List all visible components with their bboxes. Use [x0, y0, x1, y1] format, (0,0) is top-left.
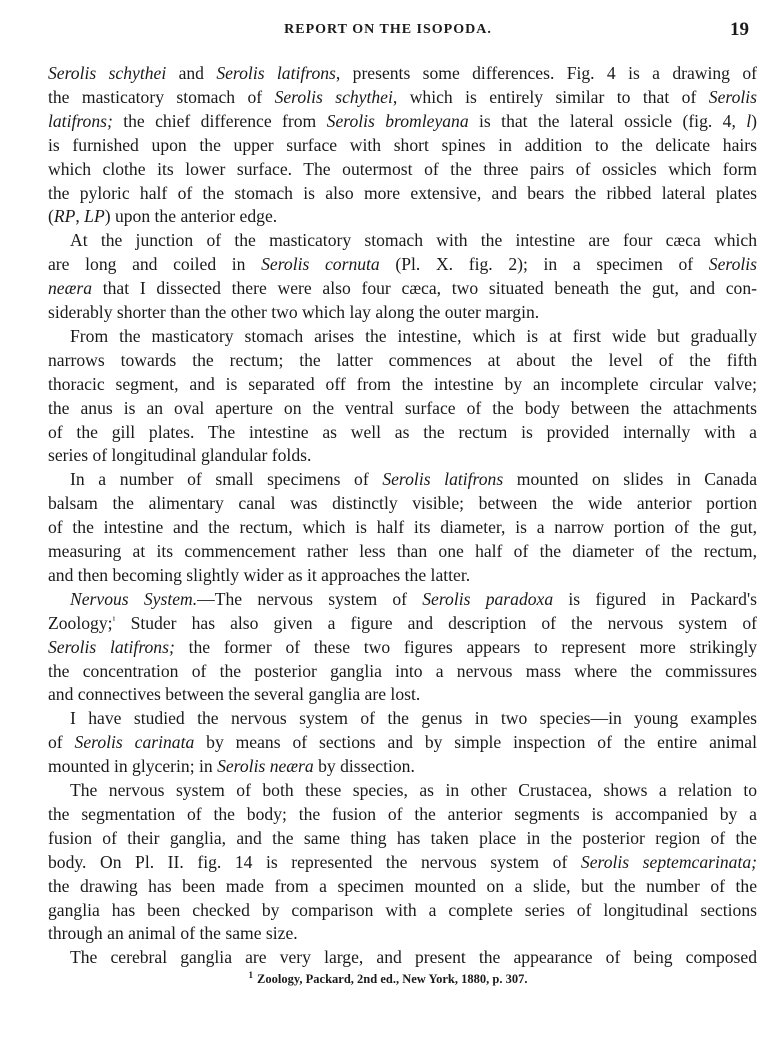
text-run: measuring at its commencement rather less than one half of the diameter of the rectum, — [48, 541, 757, 561]
text-line — [48, 301, 757, 323]
text-run: , — [75, 206, 85, 227]
italic-text: Serolis carinata — [74, 732, 195, 753]
text-line — [48, 803, 757, 825]
text-line — [48, 492, 757, 514]
italic-text: l — [746, 110, 752, 131]
footnote — [0, 970, 776, 987]
text-run: series of longitudinal glandular folds. — [48, 445, 312, 466]
text-run: by means of sections and by simple inspection of the entire animal — [194, 732, 757, 753]
text-line — [48, 277, 757, 299]
text-line — [70, 946, 757, 968]
italic-text: latifrons; — [48, 110, 113, 131]
text-run: thoracic segment, and is separated off from the intestine by an incomplete circular valve; — [48, 373, 757, 394]
italic-text: Serolis — [708, 254, 757, 275]
footnote-text: Zoology, Packard, 2nd ed., New York, 1880, p. 307. — [257, 972, 528, 986]
text-line — [70, 588, 757, 610]
text-run: The nervous system of both these species, as in other Crustacea, shows a relation to — [70, 780, 757, 800]
text-line — [48, 540, 757, 562]
text-line — [48, 922, 757, 944]
text-run: At the junction of the masticatory stomach with the intestine are four cæca which — [70, 230, 757, 251]
text-run: that I dissected there were also four cæca, two situated beneath the gut, and con- — [91, 278, 757, 299]
text-line — [48, 636, 757, 658]
text-run: In a number of small specimens of — [70, 469, 383, 490]
text-run: body. On Pl. II. fig. 14 is represented the nervous system of — [48, 851, 581, 872]
text-run: is that the lateral ossicle (fig. 4, — [468, 110, 747, 131]
text-run: ( — [48, 206, 54, 227]
text-run: The cerebral ganglia are very large, and present the appearance of being composed — [70, 947, 757, 968]
text-run: fusion of their ganglia, and the same thing has taken place in the posterior region of the — [48, 827, 757, 848]
text-line — [48, 731, 757, 753]
text-run: siderably shorter than the other two which lay along the outer margin. — [48, 302, 540, 322]
text-run: ganglia has been checked by comparison with a complete series of longitudinal sections — [48, 899, 757, 920]
text-line — [48, 373, 757, 395]
italic-text: Serolis — [708, 86, 757, 107]
text-run: , presents some differences. Fig. 4 is a drawing of — [335, 63, 757, 83]
text-line — [48, 660, 757, 682]
text-run: mounted on slides in Canada — [503, 469, 757, 490]
text-run: and — [166, 63, 217, 83]
text-run: , which is entirely similar to that of — [392, 86, 709, 107]
italic-text: Serolis paradoxa — [422, 588, 554, 609]
text-run: are long and coiled in — [48, 254, 262, 275]
page-number: 19 — [730, 19, 749, 40]
text-line — [48, 444, 757, 466]
italic-text: Serolis latifrons — [216, 63, 336, 83]
text-line — [48, 134, 757, 156]
text-line — [48, 86, 757, 108]
text-line — [48, 397, 757, 419]
text-line — [70, 325, 757, 347]
text-line — [70, 468, 757, 490]
text-run: (Pl. X. fig. 2); in a specimen of — [379, 254, 709, 275]
text-run: the segmentation of the body; the fusion of the anterior segments is accompanied by a — [48, 803, 757, 824]
text-run: the pyloric half of the stomach is also more extensive, and bears the ribbed lateral plates — [48, 182, 757, 203]
text-run: mounted in glycerin; in — [48, 756, 218, 777]
text-run: is furnished upon the upper surface with short spines in addition to the delicate hairs — [48, 134, 757, 155]
text-run: and connectives between the several ganglia are lost. — [48, 684, 421, 705]
italic-text: Serolis latifrons; — [48, 636, 175, 657]
text-run: ) upon the anterior edge. — [104, 206, 278, 227]
text-line — [48, 612, 757, 634]
text-line — [70, 707, 757, 729]
text-line — [48, 205, 757, 227]
italic-text: LP — [84, 206, 105, 227]
italic-text: Nervous System. — [70, 588, 198, 609]
text-run: Zoology; — [48, 612, 113, 633]
text-run: is figured in Packard's — [553, 588, 757, 609]
text-run: which clothe its lower surface. The outermost of the three pairs of ossicles which form — [48, 158, 757, 179]
italic-text: Serolis schythei — [274, 86, 393, 107]
text-line — [48, 827, 757, 849]
text-line — [48, 564, 757, 586]
text-run: Studer has also given a figure and description of the nervous system of — [115, 612, 757, 633]
text-line — [48, 349, 757, 371]
text-run: of the gill plates. The intestine as well as the rectum is provided internally with a — [48, 421, 757, 442]
text-line — [48, 899, 757, 921]
text-run: of the intestine and the rectum, which is half its diameter, is a narrow portion of the gut, — [48, 517, 757, 538]
text-line — [48, 851, 757, 873]
text-run: From the masticatory stomach arises the intestine, which is at first wide but gradually — [70, 325, 757, 346]
text-run: the concentration of the posterior ganglia into a nervous mass where the commissures — [48, 660, 757, 681]
italic-text: Serolis cornuta — [261, 254, 380, 275]
italic-text: RP — [53, 206, 76, 227]
text-line — [48, 62, 757, 84]
text-run: narrows towards the rectum; the latter commences at about the level of the fifth — [48, 349, 757, 370]
italic-text: Serolis septemcarinata; — [580, 851, 757, 872]
text-line — [48, 516, 757, 538]
running-header: REPORT ON THE ISOPODA. — [284, 22, 492, 37]
text-line — [48, 158, 757, 180]
text-run: by dissection. — [313, 756, 415, 777]
text-run: of — [48, 732, 75, 753]
text-run: the chief difference from — [112, 110, 327, 131]
text-line — [70, 779, 757, 801]
text-run: balsam the alimentary canal was distinctly visible; between the wide anterior portion — [48, 493, 757, 514]
footnote-ref: ¹ — [112, 614, 116, 626]
text-run: I have studied the nervous system of the genus in two species—in young examples — [70, 708, 757, 729]
italic-text: Serolis neæra — [217, 756, 314, 777]
text-run: ) — [751, 110, 757, 131]
italic-text: neæra — [48, 278, 92, 299]
text-run: —The nervous system of — [197, 588, 423, 609]
text-line — [48, 683, 757, 705]
italic-text: Serolis latifrons — [382, 469, 504, 490]
italic-text: Serolis schythei — [48, 63, 167, 83]
text-run: through an animal of the same size. — [48, 923, 298, 944]
text-line — [48, 253, 757, 275]
text-line — [70, 229, 757, 251]
text-line — [48, 875, 757, 897]
text-run: the former of these two figures appears to represent more strikingly — [174, 636, 757, 657]
text-run: the anus is an oval aperture on the ventral surface of the body between the attachments — [48, 397, 757, 418]
text-line — [48, 755, 757, 777]
text-run: the drawing has been made from a specimen mounted on a slide, but the number of the — [48, 875, 757, 896]
footnote-marker: 1 — [248, 970, 254, 980]
text-run: the masticatory stomach of — [48, 86, 275, 107]
text-line — [48, 182, 757, 204]
text-line — [48, 421, 757, 443]
text-line — [48, 110, 757, 132]
italic-text: Serolis bromleyana — [326, 110, 469, 131]
text-run: and then becoming slightly wider as it approaches the latter. — [48, 564, 471, 585]
